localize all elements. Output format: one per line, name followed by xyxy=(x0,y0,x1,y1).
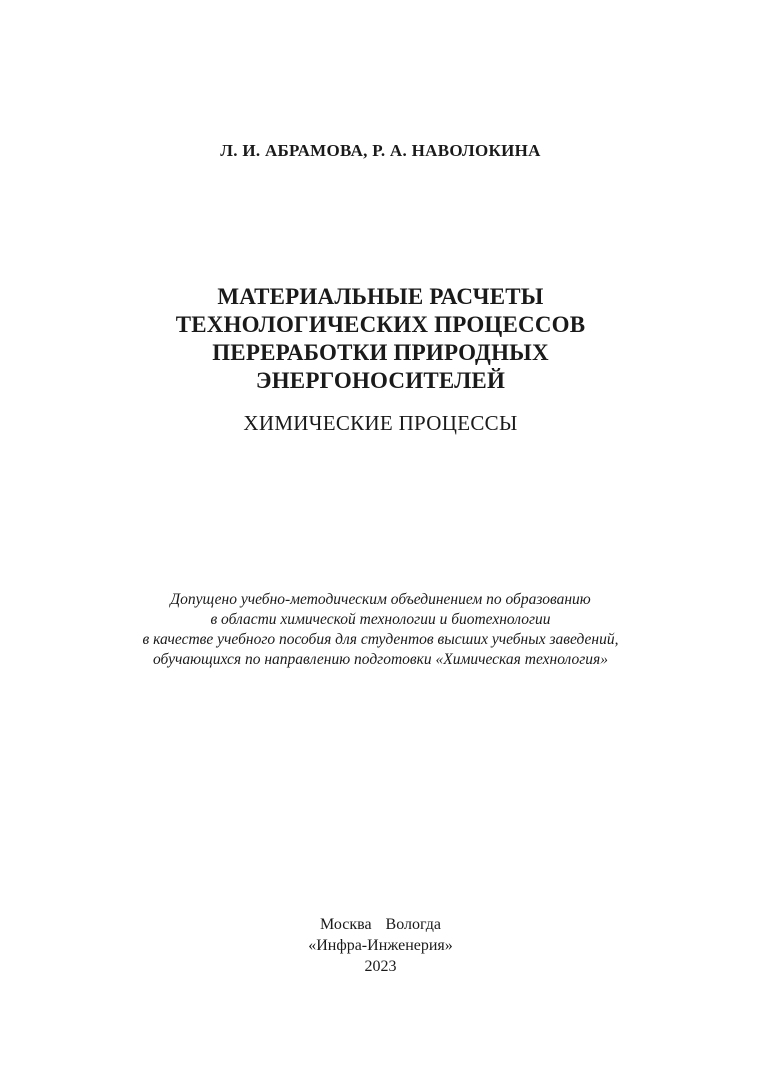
title-line: ПЕРЕРАБОТКИ ПРИРОДНЫХ xyxy=(212,340,549,365)
title-line: ТЕХНОЛОГИЧЕСКИХ ПРОЦЕССОВ xyxy=(175,312,586,337)
book-subtitle: ХИМИЧЕСКИЕ ПРОЦЕССЫ xyxy=(243,411,518,435)
authors: Л. И. АБРАМОВА, Р. А. НАВОЛОКИНА xyxy=(220,141,541,160)
approval-line: в области химической технологии и биотехнологии xyxy=(210,611,551,628)
approval-statement xyxy=(0,590,761,670)
imprint xyxy=(0,914,761,977)
approval-line: обучающихся по направлению подготовки «Химическая технология» xyxy=(152,651,609,668)
publication-year: 2023 xyxy=(364,958,397,975)
title-line: МАТЕРИАЛЬНЫЕ РАСЧЕТЫ xyxy=(217,284,544,309)
city-vologda: Вологда xyxy=(385,916,441,933)
publication-cities xyxy=(0,914,761,935)
title-line: ЭНЕРГОНОСИТЕЛЕЙ xyxy=(255,368,506,393)
approval-line: Допущено учебно-методическим объединением по образованию xyxy=(170,591,591,608)
approval-line: в качестве учебного пособия для студентов высших учебных заведений, xyxy=(142,631,619,648)
book-title xyxy=(0,283,761,395)
city-moscow: Москва xyxy=(320,916,372,933)
publisher: «Инфра-Инженерия» xyxy=(308,937,453,954)
